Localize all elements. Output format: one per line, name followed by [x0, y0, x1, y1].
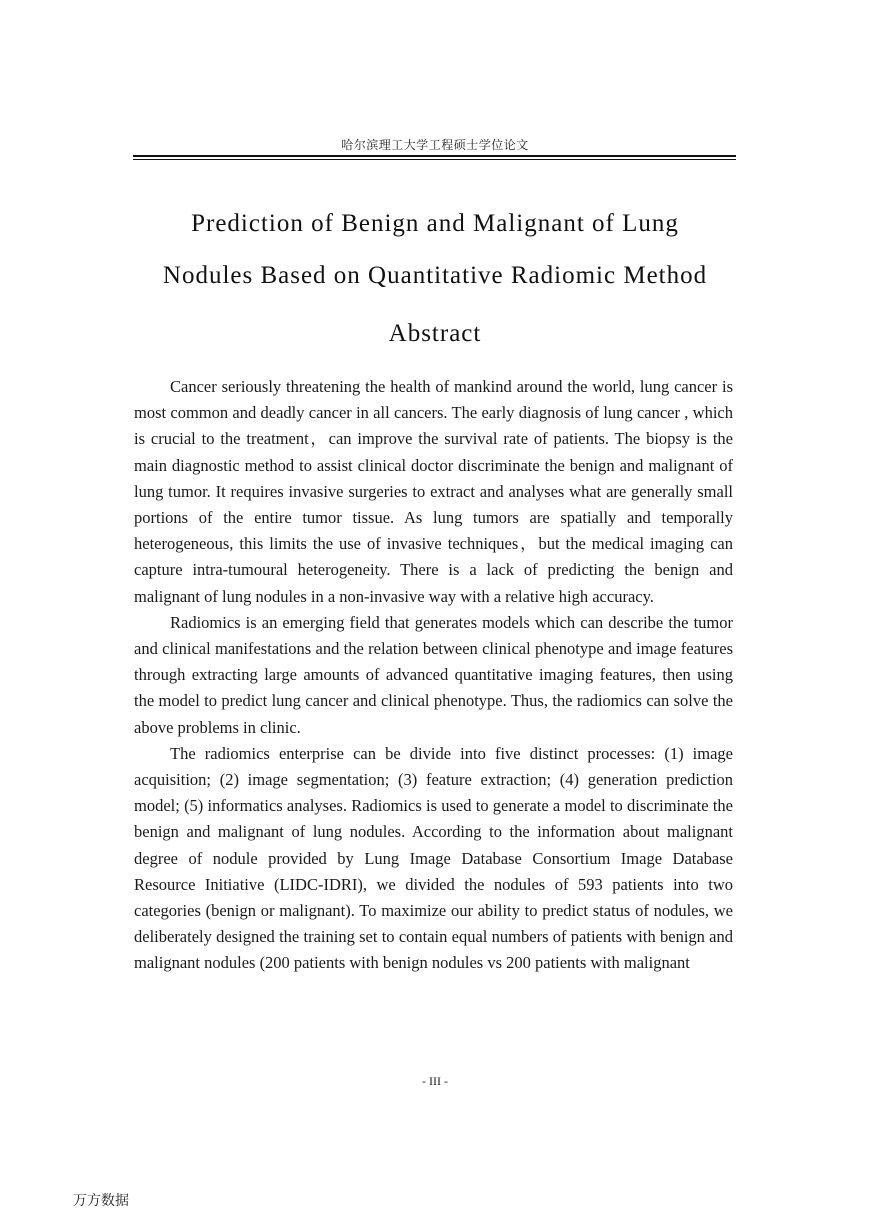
- watermark-label: 万方数据: [73, 1193, 129, 1209]
- abstract-heading: Abstract: [388, 320, 482, 347]
- abstract-paragraph-3: The radiomics enterprise can be divide into five distinct processes: (1) image acquisition; (2) image segmentation; (3) feature extraction; (4) generation prediction model; (5) informatics analyses. Radiomics is used to generate a model to discriminate the benign and malignant of lung nodules. According to the information about malignant degree of nodule provided by Lung Image Database Consortium Image Database Resource Initiative (LIDC-IDRI), we divided the nodules of 593 patients into two categories (benign or malignant). To maximize our ability to predict status of nodules, we deliberately designed the training set to contain equal numbers of patients with benign and malignant nodules (200 patients with benign nodules vs 200 patients with malignant: [134, 743, 733, 973]
- page-number: - III -: [422, 1074, 448, 1088]
- paper-title-line-1: Prediction of Benign and Malignant of Lung: [191, 210, 679, 237]
- abstract-body: [134, 374, 733, 977]
- abstract-paragraph-1: Cancer seriously threatening the health of mankind around the world, lung cancer is most common and deadly cancer in all cancers. The early diagnosis of lung cancer , which is crucial to the treatment，can improve the survival rate of patients. The biopsy is the main diagnostic method to assist clinical doctor discriminate the benign and malignant of lung tumor. It requires invasive surgeries to extract and analyses what are generally small portions of the entire tumor tissue. As lung tumors are spatially and temporally heterogeneous, this limits the use of invasive techniques，but the medical imaging can capture intra-tumoural heterogeneity. There is a lack of predicting the benign and malignant of lung nodules in a non-invasive way with a relative high accuracy.: [134, 377, 733, 606]
- header-rule-thin: [133, 159, 736, 160]
- header-rule-thick: [133, 155, 736, 157]
- running-header: 哈尔滨理工大学工程硕士学位论文: [341, 138, 529, 152]
- abstract-paragraph-2: Radiomics is an emerging field that generates models which can describe the tumor and clinical manifestations and the relation between clinical phenotype and image features through extracting large amounts of advanced quantitative imaging features, then using the model to predict lung cancer and clinical phenotype. Thus, the radiomics can solve the above problems in clinic.: [134, 612, 733, 737]
- paper-title-line-2: Nodules Based on Quantitative Radiomic Method: [162, 262, 708, 289]
